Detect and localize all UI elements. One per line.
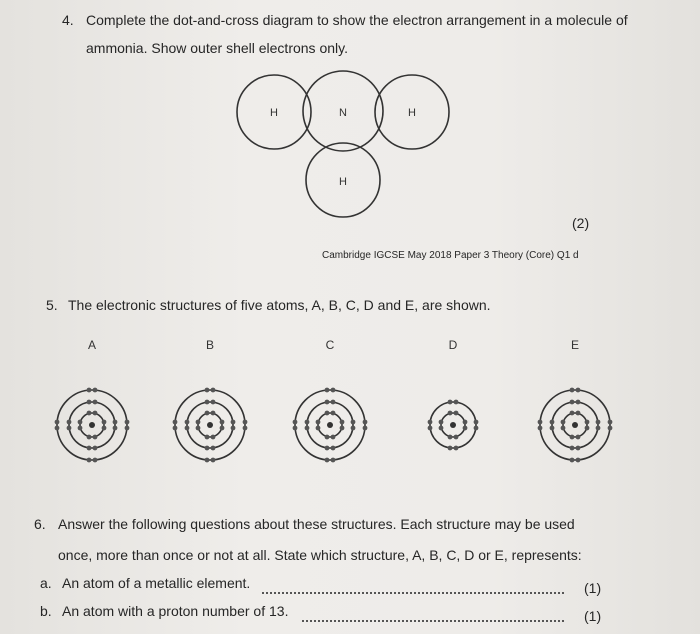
- electron-b-3-0-0: [205, 388, 210, 393]
- electron-c-2-3-0: [351, 420, 356, 425]
- electron-a-2-3-0: [113, 420, 118, 425]
- electron-d-1-3-1: [463, 426, 468, 431]
- electron-b-1-2-1: [196, 426, 201, 431]
- electron-c-2-3-1: [351, 426, 356, 431]
- electron-d-1-1-0: [448, 435, 453, 440]
- electron-e-3-1-0: [570, 458, 575, 463]
- electron-d-2-3-1: [474, 426, 479, 431]
- atom-label-h-bottom: H: [339, 176, 347, 188]
- electron-b-1-3-0: [220, 420, 225, 425]
- nucleus-a: [89, 422, 95, 428]
- electron-b-3-3-0: [243, 420, 248, 425]
- electron-c-2-2-0: [305, 420, 310, 425]
- electron-d-1-2-1: [439, 426, 444, 431]
- electron-e-2-3-0: [596, 420, 601, 425]
- structure-d: [428, 338, 479, 450]
- electron-b-2-3-0: [231, 420, 236, 425]
- electron-e-2-0-1: [576, 400, 581, 405]
- q4-marks: (2): [572, 215, 590, 231]
- electron-c-2-0-1: [331, 400, 336, 405]
- electron-a-2-1-1: [93, 446, 98, 451]
- electron-a-3-3-1: [125, 426, 130, 431]
- electron-c-3-2-1: [293, 426, 298, 431]
- electron-c-1-3-1: [340, 426, 345, 431]
- electron-d-2-2-1: [428, 426, 433, 431]
- electron-c-1-2-0: [316, 420, 321, 425]
- electron-c-3-3-1: [363, 426, 368, 431]
- electron-a-1-0-0: [87, 411, 92, 416]
- electron-a-3-0-0: [87, 388, 92, 393]
- electron-b-1-0-0: [205, 411, 210, 416]
- q5-number: 5.: [46, 297, 58, 313]
- electron-e-3-3-1: [608, 426, 613, 431]
- structure-label-d: D: [448, 338, 458, 352]
- atom-label-n: N: [339, 107, 347, 119]
- electron-a-2-2-0: [67, 420, 72, 425]
- q5-text: The electronic structures of five atoms, A, B, C, D and E, are shown.: [68, 297, 491, 313]
- nucleus-d: [450, 422, 456, 428]
- q6a-answer-line[interactable]: [262, 590, 564, 594]
- q4-number: 4.: [62, 12, 74, 28]
- electron-b-2-1-1: [211, 446, 216, 451]
- atom-label-h-right: H: [408, 107, 416, 119]
- electron-e-3-0-1: [576, 388, 581, 393]
- electron-b-1-0-1: [211, 411, 216, 416]
- electron-c-2-1-0: [325, 446, 330, 451]
- electron-a-2-1-0: [87, 446, 92, 451]
- electron-a-3-2-1: [55, 426, 60, 431]
- q6a-marks: (1): [584, 580, 602, 596]
- electron-e-3-3-0: [608, 420, 613, 425]
- electron-a-3-1-1: [93, 458, 98, 463]
- electron-d-1-3-0: [463, 420, 468, 425]
- electron-b-3-1-1: [211, 458, 216, 463]
- structure-label-b: B: [205, 338, 215, 352]
- electron-a-1-1-1: [93, 435, 98, 440]
- electron-a-3-3-0: [125, 420, 130, 425]
- electron-e-2-2-1: [550, 426, 555, 431]
- electron-e-3-2-1: [538, 426, 543, 431]
- electron-e-2-1-0: [570, 446, 575, 451]
- electron-c-3-0-1: [331, 388, 336, 393]
- structure-a: [55, 338, 130, 462]
- electron-e-3-1-1: [576, 458, 581, 463]
- electron-e-1-3-0: [585, 420, 590, 425]
- electron-c-3-3-0: [363, 420, 368, 425]
- electron-e-2-1-1: [576, 446, 581, 451]
- electron-c-1-0-0: [325, 411, 330, 416]
- electron-a-1-3-1: [102, 426, 107, 431]
- electron-d-1-1-1: [454, 435, 459, 440]
- electron-e-3-0-0: [570, 388, 575, 393]
- electron-d-2-2-0: [428, 420, 433, 425]
- q6b-answer-line[interactable]: [302, 618, 564, 622]
- electron-a-1-1-0: [87, 435, 92, 440]
- electron-b-2-1-0: [205, 446, 210, 451]
- electron-e-1-1-1: [576, 435, 581, 440]
- structure-label-c: C: [325, 338, 335, 352]
- electron-e-2-0-0: [570, 400, 575, 405]
- electron-e-1-0-0: [570, 411, 575, 416]
- structure-label-e: E: [570, 338, 580, 352]
- q4-line2: ammonia. Show outer shell electrons only.: [86, 40, 348, 56]
- q6a-text: An atom of a metallic element.: [62, 575, 251, 591]
- electron-a-1-3-0: [102, 420, 107, 425]
- electron-e-2-2-0: [550, 420, 555, 425]
- electron-b-3-2-1: [173, 426, 178, 431]
- structure-c: [293, 338, 368, 462]
- q6b-letter: b.: [40, 603, 52, 619]
- electron-d-1-0-1: [454, 411, 459, 416]
- electron-b-3-1-0: [205, 458, 210, 463]
- electron-c-1-1-0: [325, 435, 330, 440]
- structure-e: [538, 338, 613, 462]
- electron-a-1-0-1: [93, 411, 98, 416]
- structure-label-a: A: [87, 338, 97, 352]
- electron-e-1-2-1: [561, 426, 566, 431]
- q6a-letter: a.: [40, 575, 52, 591]
- electron-a-2-0-0: [87, 400, 92, 405]
- electron-a-2-3-1: [113, 426, 118, 431]
- electron-c-2-2-1: [305, 426, 310, 431]
- electron-c-3-2-0: [293, 420, 298, 425]
- electron-e-1-2-0: [561, 420, 566, 425]
- electron-c-2-0-0: [325, 400, 330, 405]
- electron-a-3-2-0: [55, 420, 60, 425]
- electron-d-2-1-0: [448, 446, 453, 451]
- electron-e-1-3-1: [585, 426, 590, 431]
- electron-b-1-1-1: [211, 435, 216, 440]
- electron-c-1-3-0: [340, 420, 345, 425]
- electron-e-3-2-0: [538, 420, 543, 425]
- electron-d-1-2-0: [439, 420, 444, 425]
- electron-b-2-2-0: [185, 420, 190, 425]
- electron-c-1-1-1: [331, 435, 336, 440]
- electron-b-3-3-1: [243, 426, 248, 431]
- electron-a-2-0-1: [93, 400, 98, 405]
- electron-c-3-1-1: [331, 458, 336, 463]
- structure-b: [173, 338, 248, 462]
- q6-line2: once, more than once or not at all. State which structure, A, B, C, D or E, represents:: [58, 547, 582, 563]
- electron-d-2-1-1: [454, 446, 459, 451]
- electron-e-2-3-1: [596, 426, 601, 431]
- q4-line1: Complete the dot-and-cross diagram to show the electron arrangement in a molecule of: [86, 12, 628, 28]
- electron-e-1-1-0: [570, 435, 575, 440]
- electron-b-2-0-1: [211, 400, 216, 405]
- electron-b-3-2-0: [173, 420, 178, 425]
- electron-b-1-3-1: [220, 426, 225, 431]
- electron-d-2-0-0: [448, 400, 453, 405]
- electron-b-1-1-0: [205, 435, 210, 440]
- electron-b-1-2-0: [196, 420, 201, 425]
- q6b-text: An atom with a proton number of 13.: [62, 603, 289, 619]
- electron-c-2-1-1: [331, 446, 336, 451]
- electron-a-1-2-0: [78, 420, 83, 425]
- electron-e-1-0-1: [576, 411, 581, 416]
- electron-b-2-3-1: [231, 426, 236, 431]
- nucleus-c: [327, 422, 333, 428]
- q4-source: Cambridge IGCSE May 2018 Paper 3 Theory (Core) Q1 d: [322, 250, 579, 261]
- electron-c-1-2-1: [316, 426, 321, 431]
- electron-a-3-1-0: [87, 458, 92, 463]
- q6-line1: Answer the following questions about these structures. Each structure may be used: [58, 516, 575, 532]
- electron-a-2-2-1: [67, 426, 72, 431]
- electron-c-1-0-1: [331, 411, 336, 416]
- electron-a-1-2-1: [78, 426, 83, 431]
- nucleus-b: [207, 422, 213, 428]
- electron-d-2-3-0: [474, 420, 479, 425]
- electron-c-3-0-0: [325, 388, 330, 393]
- electron-b-2-0-0: [205, 400, 210, 405]
- q6-number: 6.: [34, 516, 46, 532]
- atom-label-h-left: H: [270, 107, 278, 119]
- electron-a-3-0-1: [93, 388, 98, 393]
- electron-b-3-0-1: [211, 388, 216, 393]
- electron-d-2-0-1: [454, 400, 459, 405]
- electron-c-3-1-0: [325, 458, 330, 463]
- q6b-marks: (1): [584, 608, 602, 624]
- electron-d-1-0-0: [448, 411, 453, 416]
- nucleus-e: [572, 422, 578, 428]
- electron-b-2-2-1: [185, 426, 190, 431]
